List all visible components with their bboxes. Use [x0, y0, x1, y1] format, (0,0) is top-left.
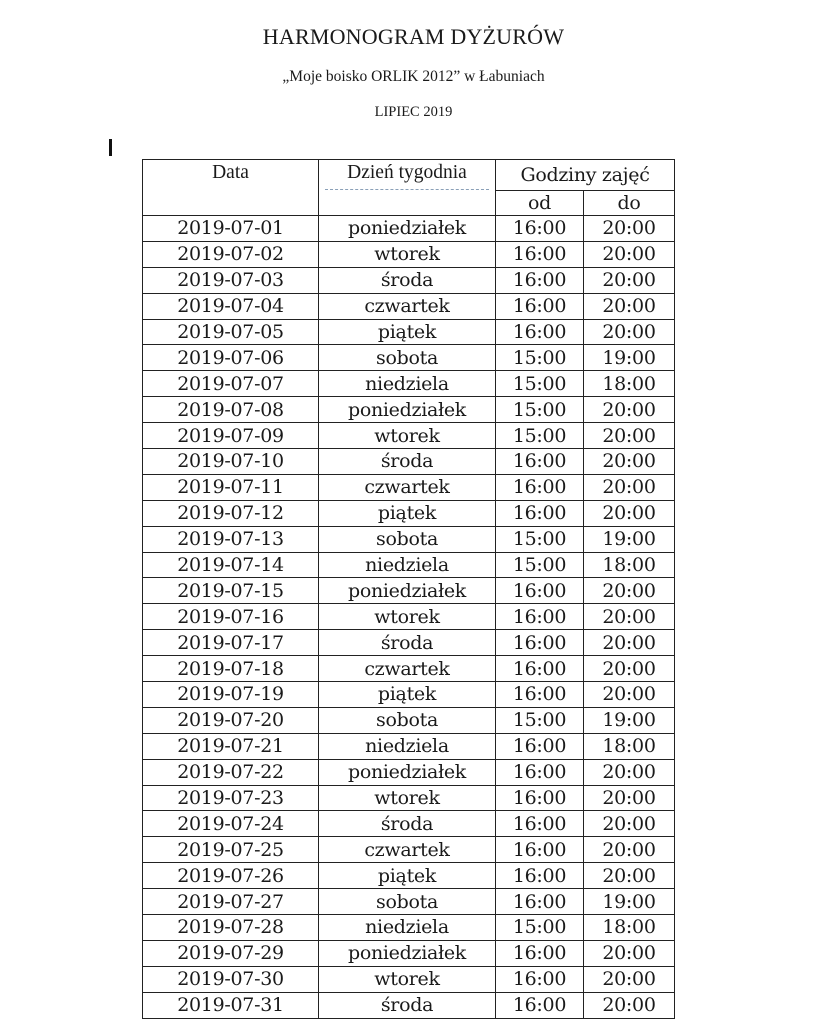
day-cell: wtorek	[319, 241, 496, 267]
day-cell: wtorek	[319, 604, 496, 630]
from-cell: 15:00	[496, 915, 584, 941]
date-cell: 2019-07-06	[143, 345, 319, 371]
to-cell: 20:00	[584, 293, 675, 319]
date-cell: 2019-07-30	[143, 966, 319, 992]
date-cell: 2019-07-05	[143, 319, 319, 345]
date-cell: 2019-07-16	[143, 604, 319, 630]
date-cell: 2019-07-22	[143, 759, 319, 785]
day-cell: piątek	[319, 500, 496, 526]
from-cell: 16:00	[496, 811, 584, 837]
day-cell: niedziela	[319, 915, 496, 941]
table-row	[143, 940, 675, 966]
table-row	[143, 267, 675, 293]
from-cell: 15:00	[496, 345, 584, 371]
from-cell: 15:00	[496, 423, 584, 449]
from-cell: 15:00	[496, 707, 584, 733]
from-cell: 16:00	[496, 449, 584, 475]
day-cell: sobota	[319, 345, 496, 371]
to-cell: 20:00	[584, 500, 675, 526]
date-cell: 2019-07-27	[143, 889, 319, 915]
table-row	[143, 915, 675, 941]
day-cell: wtorek	[319, 423, 496, 449]
from-cell: 15:00	[496, 552, 584, 578]
day-cell: piątek	[319, 863, 496, 889]
from-cell: 16:00	[496, 319, 584, 345]
to-cell: 20:00	[584, 578, 675, 604]
to-cell: 20:00	[584, 656, 675, 682]
header-day	[319, 160, 496, 216]
table-row	[143, 733, 675, 759]
day-cell: wtorek	[319, 966, 496, 992]
day-cell: poniedziałek	[319, 940, 496, 966]
table-row	[143, 423, 675, 449]
document-month: LIPIEC 2019	[374, 104, 453, 120]
to-cell: 20:00	[584, 966, 675, 992]
day-cell: środa	[319, 267, 496, 293]
date-cell: 2019-07-08	[143, 397, 319, 423]
date-cell: 2019-07-31	[143, 992, 319, 1018]
day-cell: poniedziałek	[319, 397, 496, 423]
date-cell: 2019-07-13	[143, 526, 319, 552]
header-day-wrap	[319, 161, 495, 215]
to-cell: 20:00	[584, 474, 675, 500]
to-cell: 20:00	[584, 397, 675, 423]
to-cell: 20:00	[584, 216, 675, 242]
from-cell: 16:00	[496, 759, 584, 785]
table-row	[143, 526, 675, 552]
to-cell: 20:00	[584, 604, 675, 630]
to-cell: 19:00	[584, 707, 675, 733]
from-cell: 16:00	[496, 578, 584, 604]
table-row	[143, 397, 675, 423]
table-row	[143, 785, 675, 811]
date-cell: 2019-07-21	[143, 733, 319, 759]
from-cell: 15:00	[496, 526, 584, 552]
to-cell: 20:00	[584, 785, 675, 811]
to-cell: 20:00	[584, 863, 675, 889]
header-to: do	[584, 190, 675, 215]
date-cell: 2019-07-10	[143, 449, 319, 475]
date-cell: 2019-07-19	[143, 682, 319, 708]
header-row	[143, 160, 675, 191]
date-cell: 2019-07-24	[143, 811, 319, 837]
to-cell: 18:00	[584, 371, 675, 397]
day-cell: środa	[319, 811, 496, 837]
day-cell: poniedziałek	[319, 759, 496, 785]
date-cell: 2019-07-14	[143, 552, 319, 578]
day-cell: sobota	[319, 526, 496, 552]
table-row	[143, 811, 675, 837]
day-cell: czwartek	[319, 293, 496, 319]
to-cell: 18:00	[584, 915, 675, 941]
day-cell: środa	[319, 992, 496, 1018]
date-cell: 2019-07-03	[143, 267, 319, 293]
date-cell: 2019-07-12	[143, 500, 319, 526]
document-subtitle: „Moje boisko ORLIK 2012” w Łabuniach	[282, 68, 545, 85]
from-cell: 16:00	[496, 656, 584, 682]
table-row	[143, 889, 675, 915]
date-cell: 2019-07-15	[143, 578, 319, 604]
table-row	[143, 216, 675, 242]
from-cell: 15:00	[496, 371, 584, 397]
day-cell: środa	[319, 630, 496, 656]
text-cursor	[109, 139, 112, 156]
schedule-table	[142, 159, 675, 1019]
date-cell: 2019-07-11	[143, 474, 319, 500]
to-cell: 20:00	[584, 449, 675, 475]
table-row	[143, 293, 675, 319]
from-cell: 16:00	[496, 992, 584, 1018]
date-cell: 2019-07-01	[143, 216, 319, 242]
from-cell: 16:00	[496, 216, 584, 242]
day-cell: niedziela	[319, 371, 496, 397]
to-cell: 20:00	[584, 630, 675, 656]
from-cell: 16:00	[496, 837, 584, 863]
to-cell: 20:00	[584, 811, 675, 837]
table-row	[143, 992, 675, 1018]
to-cell: 20:00	[584, 682, 675, 708]
day-cell: czwartek	[319, 656, 496, 682]
day-cell: niedziela	[319, 733, 496, 759]
day-cell: czwartek	[319, 474, 496, 500]
to-cell: 20:00	[584, 940, 675, 966]
header-day-label: Dzień tygodnia	[347, 162, 467, 183]
table-row	[143, 707, 675, 733]
date-cell: 2019-07-25	[143, 837, 319, 863]
day-cell: poniedziałek	[319, 216, 496, 242]
from-cell: 16:00	[496, 863, 584, 889]
dashed-divider	[325, 189, 489, 190]
document-title: HARMONOGRAM DYŻURÓW	[262, 24, 565, 49]
table-row	[143, 449, 675, 475]
from-cell: 16:00	[496, 889, 584, 915]
from-cell: 16:00	[496, 630, 584, 656]
header-hours: Godziny zajęć	[496, 160, 675, 191]
table-row	[143, 966, 675, 992]
from-cell: 16:00	[496, 682, 584, 708]
table-row	[143, 863, 675, 889]
from-cell: 16:00	[496, 785, 584, 811]
header-from: od	[496, 190, 584, 215]
from-cell: 16:00	[496, 966, 584, 992]
from-cell: 15:00	[496, 397, 584, 423]
date-cell: 2019-07-17	[143, 630, 319, 656]
to-cell: 20:00	[584, 759, 675, 785]
table-row	[143, 682, 675, 708]
from-cell: 16:00	[496, 293, 584, 319]
date-cell: 2019-07-28	[143, 915, 319, 941]
to-cell: 20:00	[584, 992, 675, 1018]
date-cell: 2019-07-04	[143, 293, 319, 319]
day-cell: poniedziałek	[319, 578, 496, 604]
to-cell: 18:00	[584, 733, 675, 759]
table-row	[143, 319, 675, 345]
to-cell: 18:00	[584, 552, 675, 578]
date-cell: 2019-07-26	[143, 863, 319, 889]
table-row	[143, 474, 675, 500]
from-cell: 16:00	[496, 733, 584, 759]
to-cell: 20:00	[584, 319, 675, 345]
date-cell: 2019-07-07	[143, 371, 319, 397]
date-cell: 2019-07-09	[143, 423, 319, 449]
to-cell: 20:00	[584, 837, 675, 863]
to-cell: 19:00	[584, 345, 675, 371]
to-cell: 20:00	[584, 423, 675, 449]
from-cell: 16:00	[496, 474, 584, 500]
table-row	[143, 345, 675, 371]
table-row	[143, 656, 675, 682]
day-cell: piątek	[319, 319, 496, 345]
to-cell: 20:00	[584, 241, 675, 267]
table-row	[143, 500, 675, 526]
table-row	[143, 604, 675, 630]
day-cell: czwartek	[319, 837, 496, 863]
table-row	[143, 759, 675, 785]
day-cell: środa	[319, 449, 496, 475]
to-cell: 20:00	[584, 267, 675, 293]
table-row	[143, 241, 675, 267]
from-cell: 16:00	[496, 241, 584, 267]
header-date: Data	[143, 160, 319, 216]
table-row	[143, 371, 675, 397]
date-cell: 2019-07-18	[143, 656, 319, 682]
from-cell: 16:00	[496, 500, 584, 526]
day-cell: wtorek	[319, 785, 496, 811]
day-cell: sobota	[319, 889, 496, 915]
table-row	[143, 552, 675, 578]
date-cell: 2019-07-29	[143, 940, 319, 966]
date-cell: 2019-07-20	[143, 707, 319, 733]
date-cell: 2019-07-23	[143, 785, 319, 811]
schedule-body	[143, 216, 675, 1019]
to-cell: 19:00	[584, 526, 675, 552]
table-row	[143, 837, 675, 863]
table-row	[143, 630, 675, 656]
from-cell: 16:00	[496, 604, 584, 630]
day-cell: sobota	[319, 707, 496, 733]
date-cell: 2019-07-02	[143, 241, 319, 267]
table-row	[143, 578, 675, 604]
from-cell: 16:00	[496, 940, 584, 966]
to-cell: 19:00	[584, 889, 675, 915]
day-cell: piątek	[319, 682, 496, 708]
day-cell: niedziela	[319, 552, 496, 578]
from-cell: 16:00	[496, 267, 584, 293]
